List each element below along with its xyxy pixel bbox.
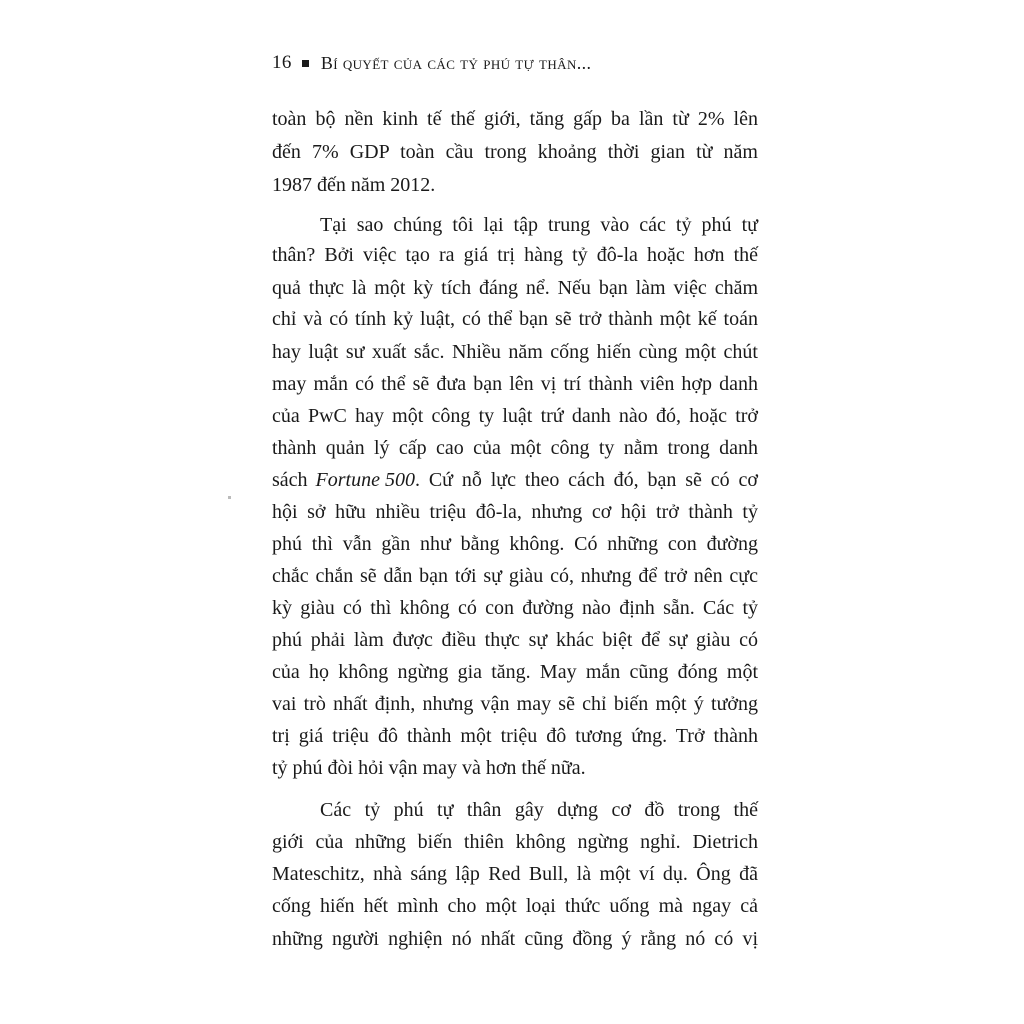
text-line: toàn bộ nền kinh tế thế giới, tăng gấp ba lần từ 2% lên <box>272 108 758 130</box>
text-line: của PwC hay một công ty luật trứ danh nào đó, hoặc trở <box>272 405 758 427</box>
bullet-icon <box>302 60 309 67</box>
text-line: những người nghiện nó nhất cũng đồng ý rằng nó có vị <box>272 928 758 950</box>
text-segment: sách <box>272 469 308 491</box>
text-line: của họ không ngừng gia tăng. May mắn cũng đóng một <box>272 661 758 683</box>
book-title-italic: Fortune 500 <box>315 469 415 491</box>
page-number: 16 <box>272 52 292 73</box>
text-line: hay luật sư xuất sắc. Nhiều năm cống hiến cùng một chút <box>272 341 758 363</box>
text-line: đến 7% GDP toàn cầu trong khoảng thời gian từ năm <box>272 141 758 163</box>
text-line: phú phải làm được điều thực sự khác biệt để sự giàu có <box>272 629 758 651</box>
text-line: chắc chắn sẽ dẫn bạn tới sự giàu có, nhưng để trở nên cực <box>272 565 758 587</box>
text-segment: . Cứ nỗ lực theo cách đó, bạn sẽ có cơ <box>414 469 758 491</box>
text-line: may mắn có thể sẽ đưa bạn lên vị trí thành viên hợp danh <box>272 373 758 395</box>
text-line: tỷ phú đòi hỏi vận may và hơn thế nữa. <box>272 757 586 779</box>
text-line: thành quản lý cấp cao của một công ty nằm trong danh <box>272 437 758 459</box>
text-line: giới của những biến thiên không ngừng nghỉ. Dietrich <box>272 831 758 853</box>
text-line <box>272 470 758 490</box>
margin-speck <box>228 496 231 499</box>
text-line: Các tỷ phú tự thân gây dựng cơ đồ trong thế <box>320 799 758 821</box>
text-line: 1987 đến năm 2012. <box>272 174 436 196</box>
running-header <box>272 52 591 74</box>
text-line: phú thì vẫn gần như bằng không. Có những con đường <box>272 533 758 555</box>
text-line: thân? Bởi việc tạo ra giá trị hàng tỷ đô-la hoặc hơn thế <box>272 244 758 266</box>
text-line: vai trò nhất định, nhưng vận may sẽ chỉ biến một ý tưởng <box>272 693 758 715</box>
text-line: cống hiến hết mình cho một loại thức uống mà ngay cả <box>272 895 758 917</box>
text-line: Tại sao chúng tôi lại tập trung vào các tỷ phú tự <box>320 214 758 236</box>
text-line: trị giá triệu đô thành một triệu đô tương ứng. Trở thành <box>272 725 758 747</box>
text-line: chỉ và có tính kỷ luật, có thể bạn sẽ trở thành một kế toán <box>272 308 758 330</box>
running-title: Bí quyết của các tỷ phú tự thân... <box>320 52 592 73</box>
text-line: kỳ giàu có thì không có con đường nào định sẵn. Các tỷ <box>272 597 758 619</box>
text-line: quả thực là một kỳ tích đáng nể. Nếu bạn làm việc chăm <box>272 277 758 299</box>
text-line: hội sở hữu nhiều triệu đô-la, nhưng cơ hội trở thành tỷ <box>272 501 758 523</box>
text-line: Mateschitz, nhà sáng lập Red Bull, là một ví dụ. Ông đã <box>272 863 758 885</box>
